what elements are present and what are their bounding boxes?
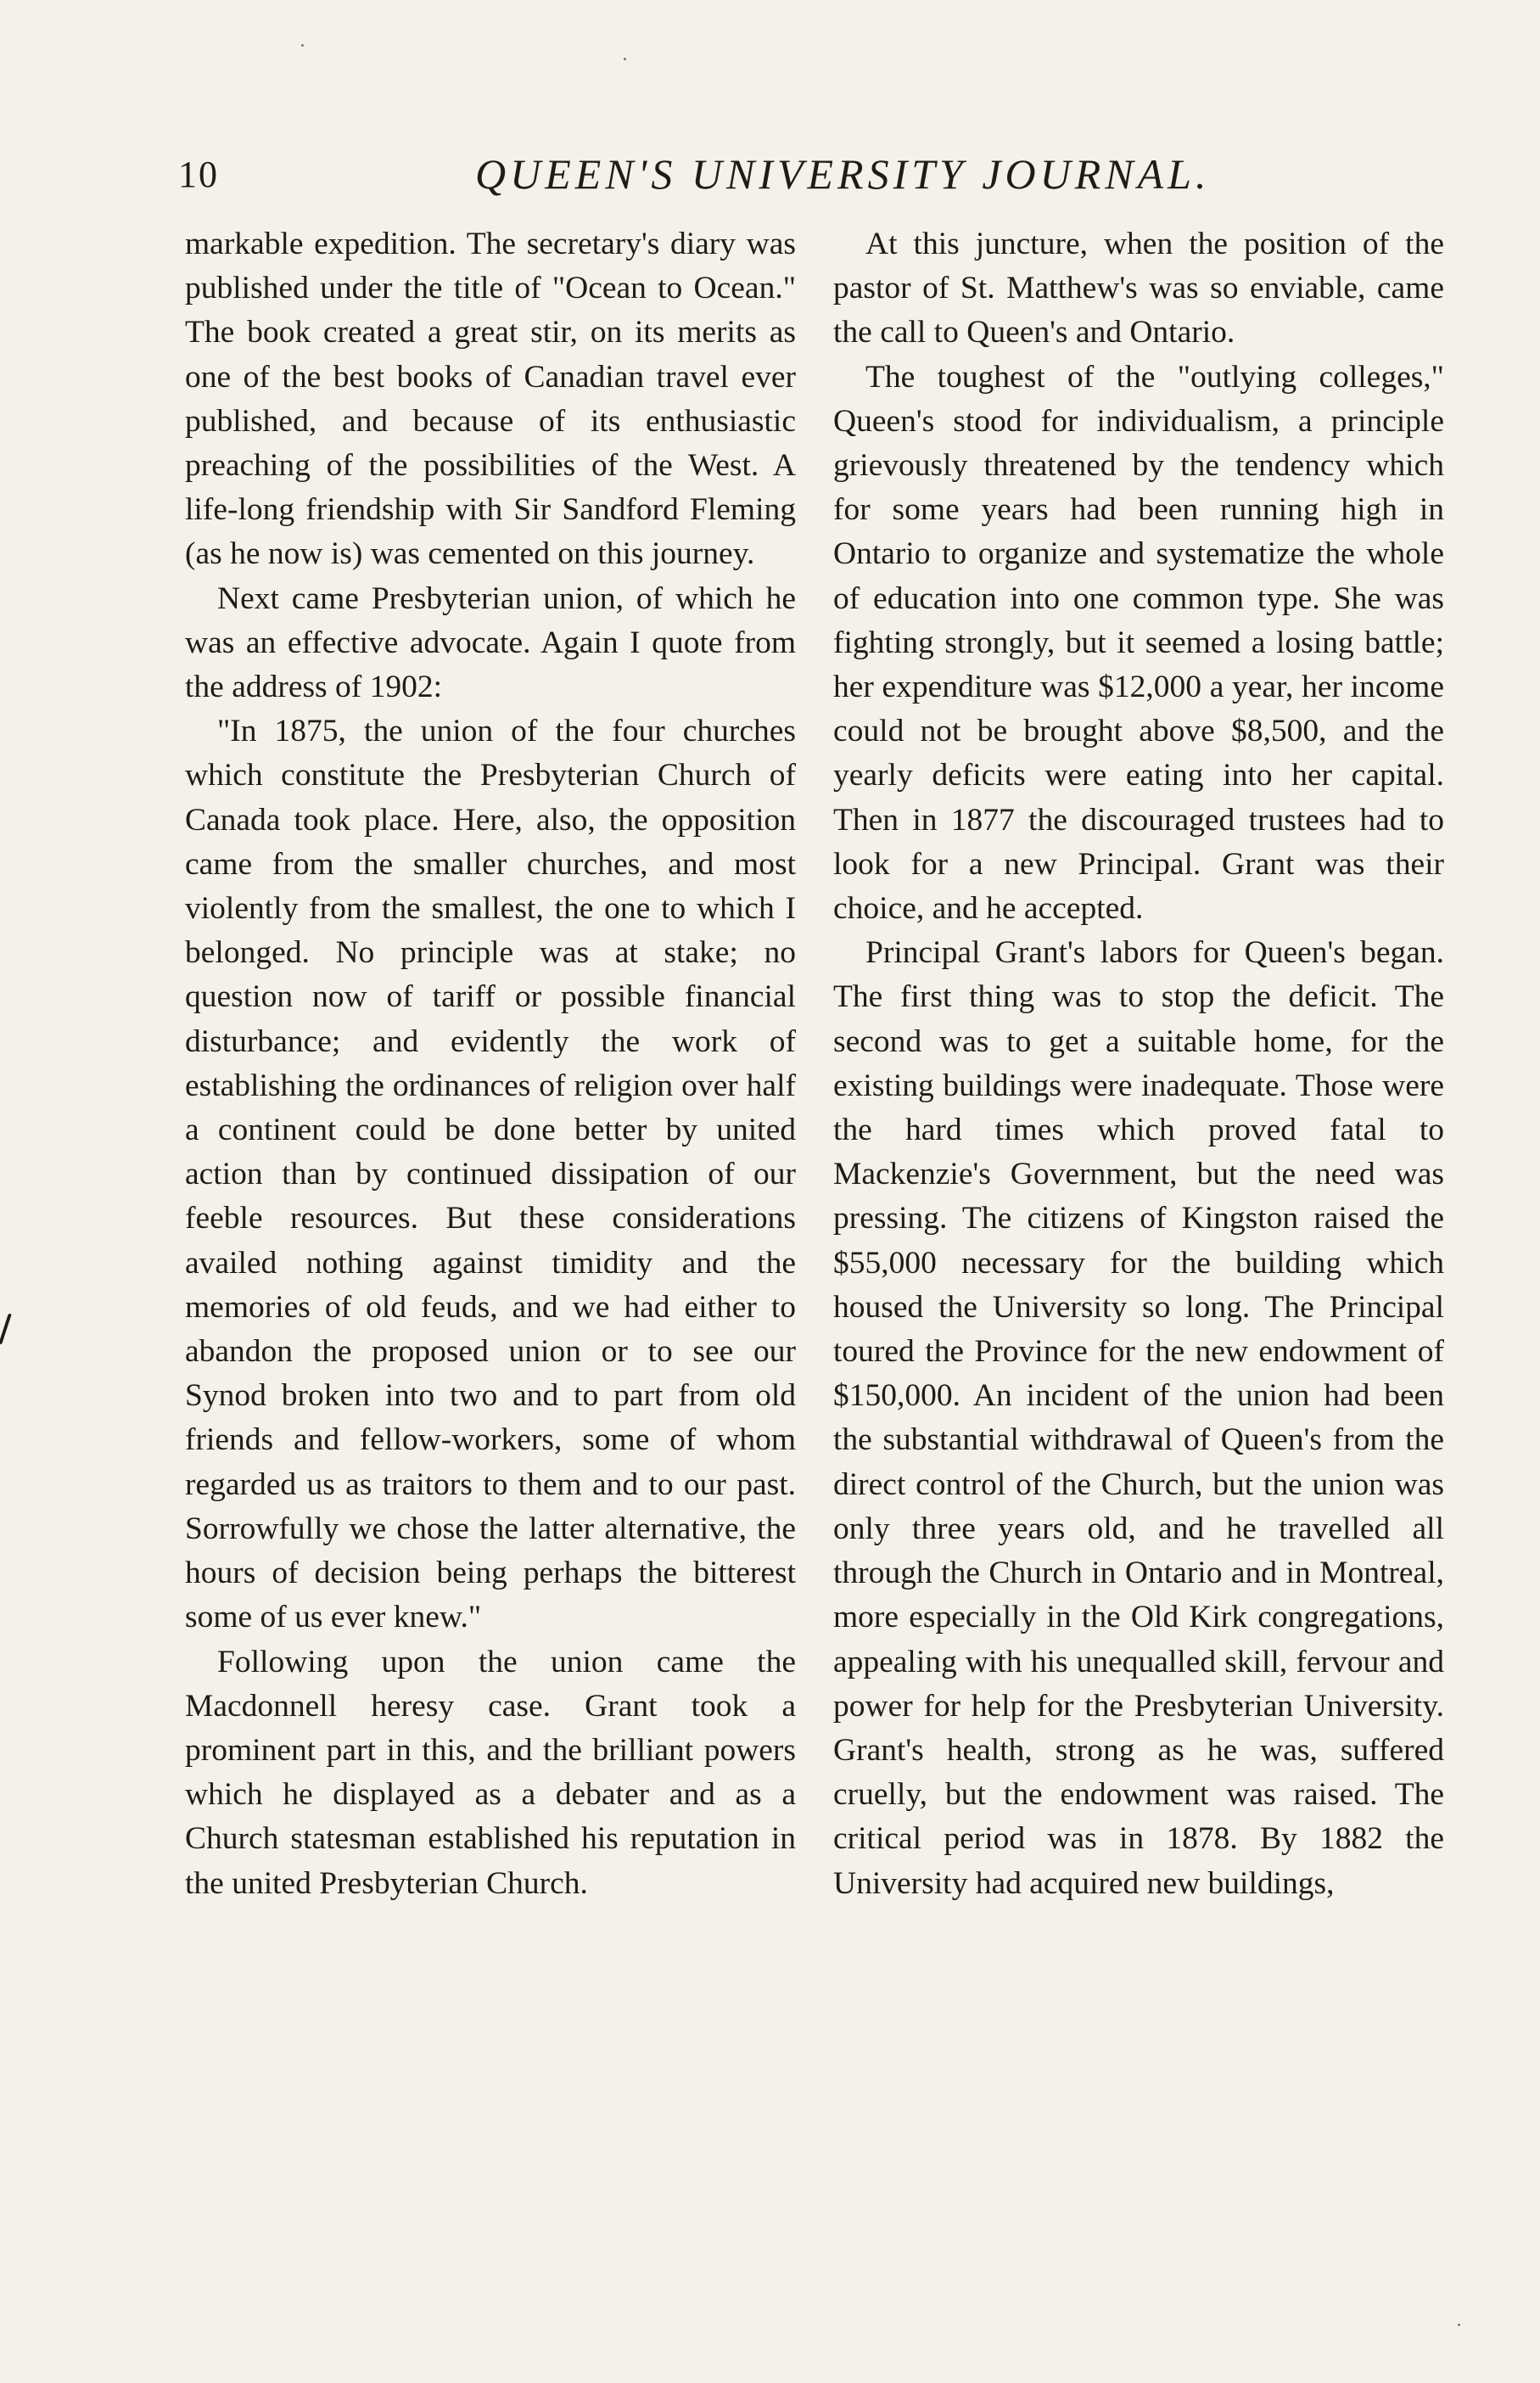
paper-speck: [1458, 2324, 1460, 2326]
page-header: [170, 143, 1392, 202]
left-column: [185, 222, 796, 1906]
right-paragraph-2: The toughest of the "outlying colleges," Queen's stood for individualism, a principle grievously threatened by the tendency which for some years had been running high in Ontario to organize and systematize the whole of education into one common type. She was fighting strongly, but it seemed a losing battle; her expenditure was $12,000 a year, her income could not be brought above $8,500, and the yearly deficits were eating into her capital. Then in 1877 the discouraged trustees had to look for a new Principal. Grant was their choice, and he accepted.: [833, 359, 1444, 927]
page-number: 10: [178, 154, 219, 195]
left-paragraph-2: Next came Presbyterian union, of which he was an effective advocate. Again I quote from the address of 1902:: [185, 580, 796, 705]
right-paragraph-1: At this juncture, when the position of the pastor of St. Matthew's was so enviable, came the call to Queen's and Ontario.: [833, 227, 1444, 350]
right-paragraph-3: Principal Grant's labors for Queen's began. The first thing was to stop the deficit. The second was to get a suitable home, for the existing buildings were inadequate. Those were the hard times which proved fatal to Mackenzie's Government, but the need was pressing. The citizens of Kingston raised the $55,000 necessary for the building which housed the University so long. The Principal toured the Province for the new endowment of $150,000. An incident of the union had been the substantial withdrawal of Queen's from the direct control of the Church, but the union was only three years old, and he travelled all through the Church in Ontario and in Montreal, more especially in the Old Kirk congregations, appealing with his unequalled skill, fervour and power for help for the Presbyterian University. Grant's health, strong as he was, suffered cruelly, but the endowment was raised. The critical period was in 1878. By 1882 the University had acquired new buildings,: [833, 935, 1444, 1901]
journal-title: QUEEN'S UNIVERSITY JOURNAL.: [475, 150, 1211, 198]
margin-ink-mark: [0, 1314, 12, 1344]
left-paragraph-1: markable expedition. The secretary's diary was published under the title of "Ocean to Ocean." The book created a great stir, on its merits as one of the best books of Canadian travel ever published, and because of its enthusiastic preaching of the possibilities of the West. A life-long friendship with Sir Sandford Fleming (as he now is) was cemented on this journey.: [185, 227, 796, 572]
left-paragraph-4: Following upon the union came the Macdonnell heresy case. Grant took a prominent part in this, and the brilliant powers which he displayed as a debater and as a Church statesman established his reputation in the united Presbyterian Church.: [185, 1644, 796, 1901]
left-paragraph-3-quote: "In 1875, the union of the four churches which constitute the Presbyterian Church of Canada took place. Here, also, the opposition came from the smaller churches, and most violently from the smallest, the one to which I belonged. No principle was at stake; no question now of tariff or possible financial disturbance; and evidently the work of establishing the ordinances of religion over half a continent could be done better by united action than by continued dissipation of our feeble resources. But these considerations availed nothing against timidity and the memories of old feuds, and we had either to abandon the proposed union or to see our Synod broken into two and to part from old friends and fellow-workers, some of whom regarded us as traitors to them and to our past. Sorrowfully we chose the latter alternative, the hours of decision being perhaps the bitterest some of us ever knew.": [185, 714, 796, 1635]
paper-speck: [301, 44, 304, 47]
right-column: [833, 222, 1444, 1906]
paper-speck: [624, 58, 626, 60]
